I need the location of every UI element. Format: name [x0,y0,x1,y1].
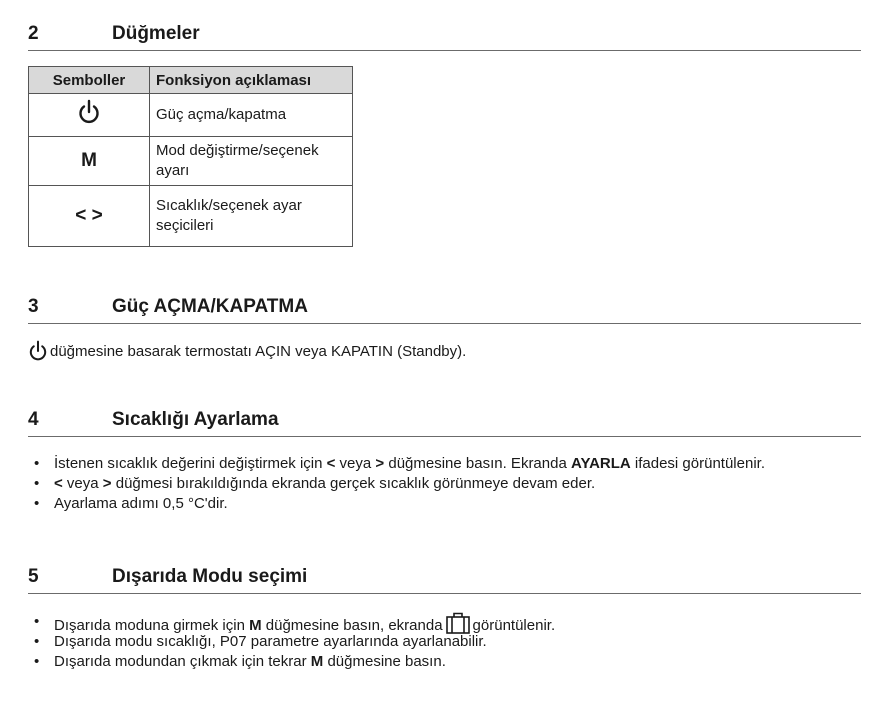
list-item [28,474,765,494]
description-text: Sıcaklık/seçenek ayar [156,197,302,214]
bullet-dot: • [34,653,40,670]
section-number: 3 [28,296,39,317]
description-text-line2: seçicileri [156,217,214,234]
text: düğmesine basın. Ekranda [384,455,571,472]
list-item [28,652,555,672]
bullet-dot: • [34,633,40,650]
power-paragraph-text: düğmesine basarak termostatı AÇIN veya KAPATIN (Standby). [50,342,467,360]
power-paragraph [28,340,466,362]
key-m: M [249,617,262,634]
text: düğmesine basın. [323,653,446,670]
symbol-cell: < > [29,186,150,247]
list-item [28,494,765,514]
description-cell [150,94,353,137]
description-text: Güç açma/kapatma [156,106,287,123]
text: Ayarlama adımı 0,5 °C'dir. [54,495,228,512]
list-item [28,632,555,652]
power-icon [78,99,100,125]
suitcase-icon [445,612,471,634]
key-greater: > [102,475,112,492]
section-title: Düğmeler [112,23,200,44]
text: Dışarıda modundan çıkmak için tekrar [54,653,311,670]
section-number: 4 [28,409,39,430]
symbol-cell: M [29,137,150,186]
symbol-cell [29,94,150,137]
key-less: < [54,475,63,492]
text: İstenen sıcaklık değerini değiştirmek için [54,455,327,472]
table-row [29,186,353,247]
bullet-dot: • [34,495,40,512]
description-cell [150,137,353,186]
description-text: Mod değiştirme/seçenek [156,142,319,159]
section-5-heading [28,563,861,594]
table-header-description: Fonksiyon açıklaması [150,67,353,94]
keyword-ayarla: AYARLA [570,455,631,472]
away-mode-bullet-list [28,612,555,672]
section-number: 2 [28,23,39,44]
text: Dışarıda modu sıcaklığı, P07 parametre ayarlarında ayarlanabilir. [54,633,487,650]
text: Dışarıda moduna girmek için [54,617,250,634]
text: veya [62,475,103,492]
section-title: Güç AÇMA/KAPATMA [112,296,308,317]
key-m: M [310,653,324,670]
table-header-symbols: Semboller [29,67,150,94]
bullet-dot: • [34,455,40,472]
description-text-line2: ayarı [156,162,190,179]
section-4-heading [28,406,861,437]
text: düğmesine basın, ekranda [261,617,443,634]
text: ifadesi görüntülenir. [630,455,765,472]
section-3-heading [28,293,861,324]
list-item [28,454,765,474]
text: veya [335,455,376,472]
table-header-row [29,67,353,94]
text: görüntülenir. [472,617,556,634]
temperature-bullet-list [28,454,765,514]
text: düğmesi bırakıldığında ekranda gerçek sıcaklık görünmeye devam eder. [111,475,596,492]
bullet-dot: • [34,613,40,630]
key-less: < [326,455,336,472]
section-title: Dışarıda Modu seçimi [112,566,308,587]
section-title: Sıcaklığı Ayarlama [112,409,279,430]
buttons-table [28,66,353,247]
power-icon [28,340,48,362]
table-row [29,137,353,186]
list-item [28,612,555,632]
bullet-dot: • [34,475,40,492]
table-row [29,94,353,137]
description-cell [150,186,353,247]
section-2-heading [28,20,861,51]
section-number: 5 [28,566,39,587]
key-greater: > [375,455,385,472]
